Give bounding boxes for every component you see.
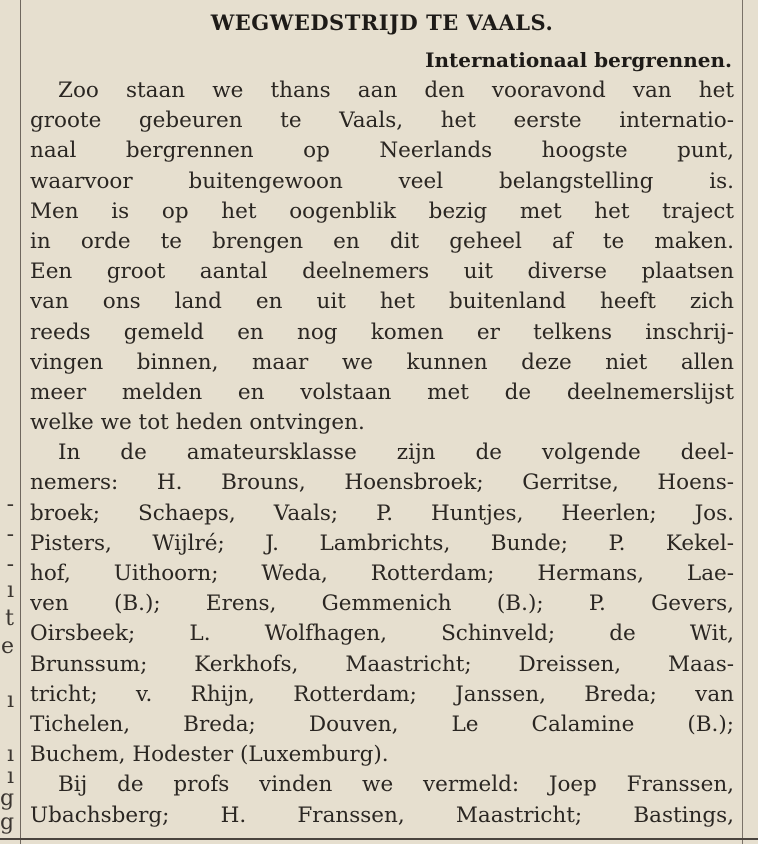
margin-fragment: e — [0, 634, 14, 659]
margin-fragment: - — [6, 552, 14, 577]
article-paragraph-3 — [30, 770, 734, 830]
margin-fragment: - — [6, 492, 14, 517]
column-divider-left — [20, 0, 21, 844]
margin-fragment: g — [0, 786, 15, 811]
text-line: tricht; v. Rhijn, Rotterdam; Janssen, Breda; van — [30, 681, 734, 707]
text-line: Ubachsberg; H. Franssen, Maastricht; Bastings, — [30, 802, 734, 828]
text-line: welke we tot heden ontvingen. — [30, 410, 365, 436]
margin-fragment: g — [0, 810, 15, 835]
margin-fragment: ı — [6, 742, 14, 767]
text-line: groote gebeuren te Vaals, het eerste internatio- — [30, 108, 734, 134]
text-line: nemers: H. Brouns, Hoensbroek; Gerritse, Hoens- — [30, 470, 734, 496]
article-headline: WEGWEDSTRIJD TE VAALS. — [210, 10, 554, 35]
text-line: in orde te brengen en dit geheel af te maken. — [30, 228, 734, 254]
margin-fragment: ı — [6, 688, 14, 713]
text-line: Brunssum; Kerkhofs, Maastricht; Dreissen, Maas- — [30, 651, 734, 677]
text-line: vingen binnen, maar we kunnen deze niet allen — [30, 349, 734, 375]
text-line: waarvoor buitengewoon veel belangstelling is. — [30, 168, 734, 194]
column-divider-right — [742, 0, 743, 844]
text-line: Zoo staan we thans aan den vooravond van het — [58, 78, 734, 103]
text-line: Een groot aantal deelnemers uit diverse plaatsen — [30, 259, 734, 285]
text-line: van ons land en uit het buitenland heeft zich — [30, 289, 734, 315]
margin-fragment: ı — [6, 764, 14, 789]
article — [30, 0, 734, 831]
text-line: Pisters, Wijlré; J. Lambrichts, Bunde; P. Kekel- — [30, 530, 734, 556]
margin-fragment: t — [5, 606, 14, 631]
article-paragraph-2 — [30, 438, 734, 770]
text-line: Oirsbeek; L. Wolfhagen, Schinveld; de Wit, — [30, 621, 734, 647]
text-line: ven (B.); Erens, Gemmenich (B.); P. Gevers, — [30, 591, 734, 617]
text-line: hof, Uithoorn; Weda, Rotterdam; Hermans, Lae- — [30, 561, 734, 586]
text-line: naal bergrennen op Neerlands hoogste punt, — [30, 138, 734, 164]
text-line: meer melden en volstaan met de deelnemerslijst — [30, 379, 734, 405]
text-line: Buchem, Hodester (Luxemburg). — [30, 742, 389, 768]
text-line: reeds gemeld en nog komen er telkens inschrij- — [30, 319, 734, 345]
text-line: In de amateursklasse zijn de volgende deel- — [58, 440, 734, 466]
text-line: Tichelen, Breda; Douven, Le Calamine (B.); — [30, 711, 734, 737]
margin-fragment: - — [6, 522, 14, 547]
article-paragraph-1 — [30, 76, 734, 438]
text-line: Bij de profs vinden we vermeld: Joep Franssen, — [58, 772, 734, 798]
text-line: broek; Schaeps, Vaals; P. Huntjes, Heerlen; Jos. — [30, 500, 734, 526]
article-subheadline: Internationaal bergrennen. — [425, 48, 732, 72]
bottom-divider — [0, 838, 758, 840]
margin-fragment: ı — [6, 578, 14, 603]
text-line: Men is op het oogenblik bezig met het traject — [30, 198, 734, 224]
